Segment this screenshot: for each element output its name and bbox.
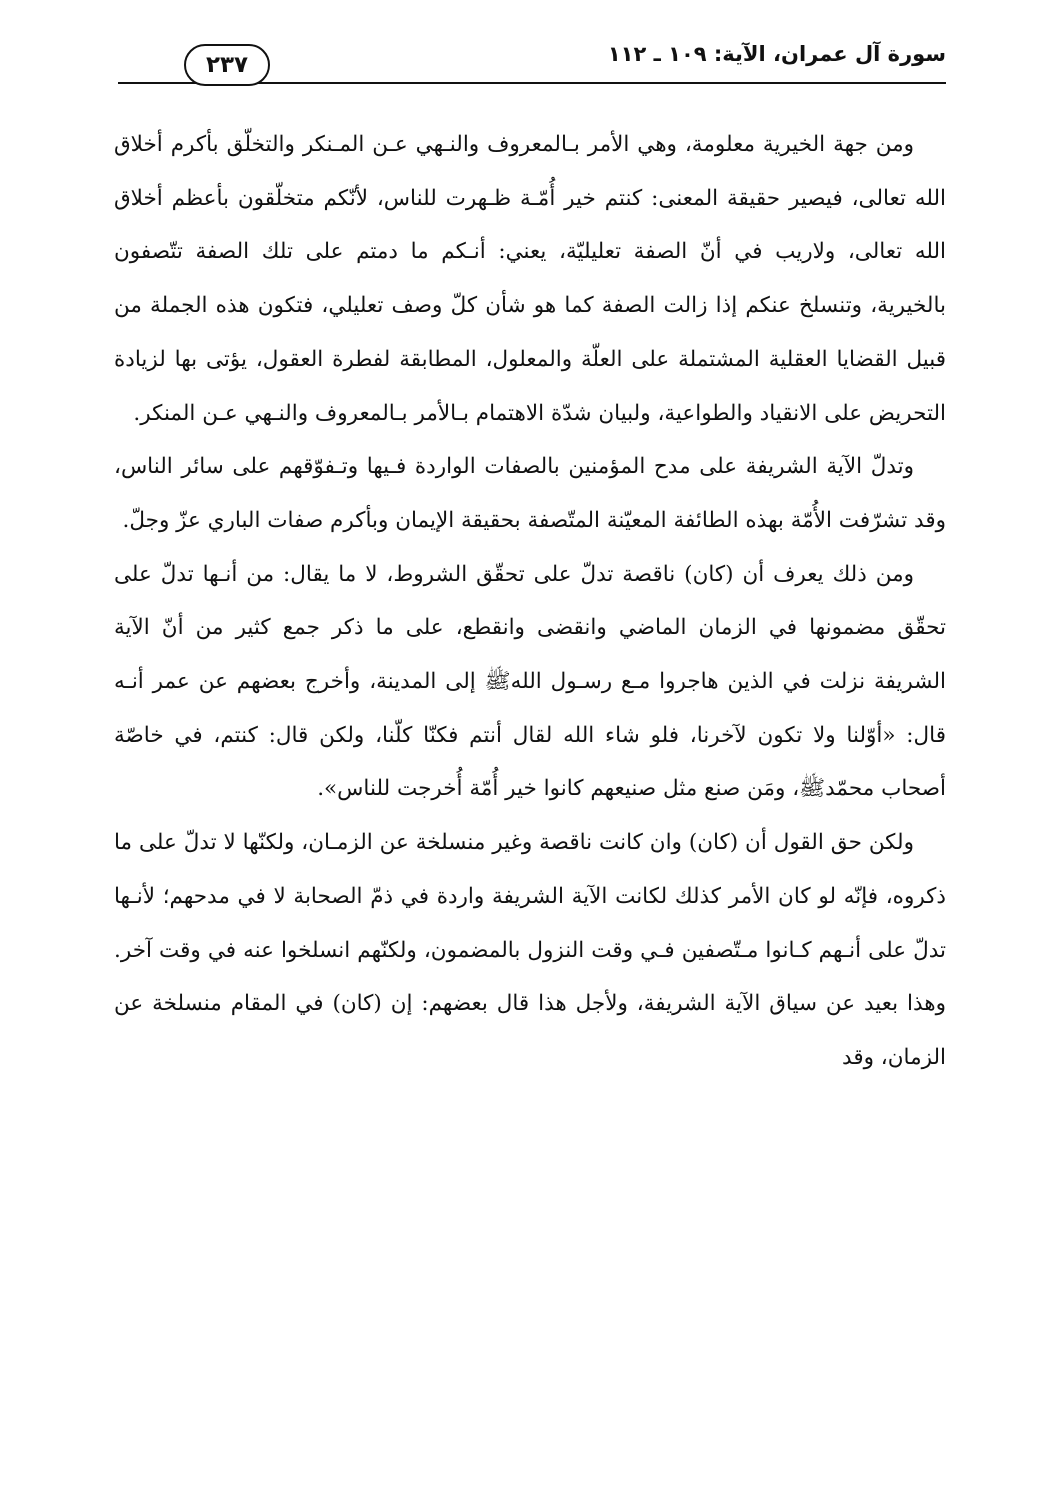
paragraph: ولكن حق القول أن (كان) وان كانت ناقصة وغير منسلخة عن الزمـان، ولكنّها لا تدلّ على ما ذكروه، فإنّه لو كان الأمر كذلك لكانت الآية الشريفة واردة في ذمّ الصحابة لا في مدحهم؛ لأنـها تدلّ على أنـهم كـانوا مـتّصفين فـي وقت النزول بالمضمون، ولكنّهم انسلخوا عنه في وقت آخر. وهذا بعيد عن سياق الآية الشريفة، ولأجل هذا قال بعضهم: إن (كان) في المقام منسلخة عن الزمان، وقد [114, 830, 946, 1070]
running-header-title: سورة آل عمران، الآية: ١٠٩ ـ ١١٢ [607, 42, 946, 66]
running-header [118, 38, 946, 88]
paragraph: ومن ذلك يعرف أن (كان) ناقصة تدلّ على تحقّق الشروط، لا ما يقال: من أنـها تدلّ على تحقّق مضمونها في الزمان الماضي وانقضى وانقطع، على ما ذكر جمع كثير من أنّ الآية الشريفة نزلت في الذين هاجروا مـع رسـول اللهﷺ إلى المدينة، وأخرج بعضهم عن عمر أنـه قال: «أوّلنا ولا تكون لآخرنا، فلو شاء الله لقال أنتم فكنّا كلّنا، ولكن قال: كنتم، في خاصّة أصحاب محمّدﷺ، ومَن صنع مثل صنيعهم كانوا خير أُمّة أُخرجت للناس». [114, 561, 946, 802]
paragraph: ومن جهة الخيرية معلومة، وهي الأمر بـالمعروف والنـهي عـن المـنكر والتخلّق بأكرم أخلاق الله تعالى، فيصير حقيقة المعنى: كنتم خير أُمّـة ظـهرت للناس، لأنّكم متخلّقون بأعظم أخلاق الله تعالى، ولاريب في أنّ الصفة تعليليّة، يعني: أنـكم ما دمتم على تلك الصفة تتّصفون بالخيرية، وتنسلخ عنكم إذا زالت الصفة كما هو شأن كلّ وصف تعليلي، فتكون هذه الجملة من قبيل القضايا العقلية المشتملة على العلّة والمعلول، المطابقة لفطرة العقول، يؤتى بها لزيادة التحريض على الانقياد والطواعية، ولبيان شدّة الاهتمام بـالأمر بـالمعروف والنـهي عـن المنكر. [114, 132, 946, 426]
page-number-badge [184, 44, 270, 86]
paragraph: وتدلّ الآية الشريفة على مدح المؤمنين بالصفات الواردة فـيها وتـفوّقهم على سائر الناس، وقد تشرّفت الأُمّة بهذه الطائفة المعيّنة المتّصفة بحقيقة الإيمان وبأكرم صفات الباري عزّ وجلّ. [114, 454, 946, 533]
body-text [114, 118, 946, 1085]
page-number: ٢٣٧ [205, 51, 249, 78]
